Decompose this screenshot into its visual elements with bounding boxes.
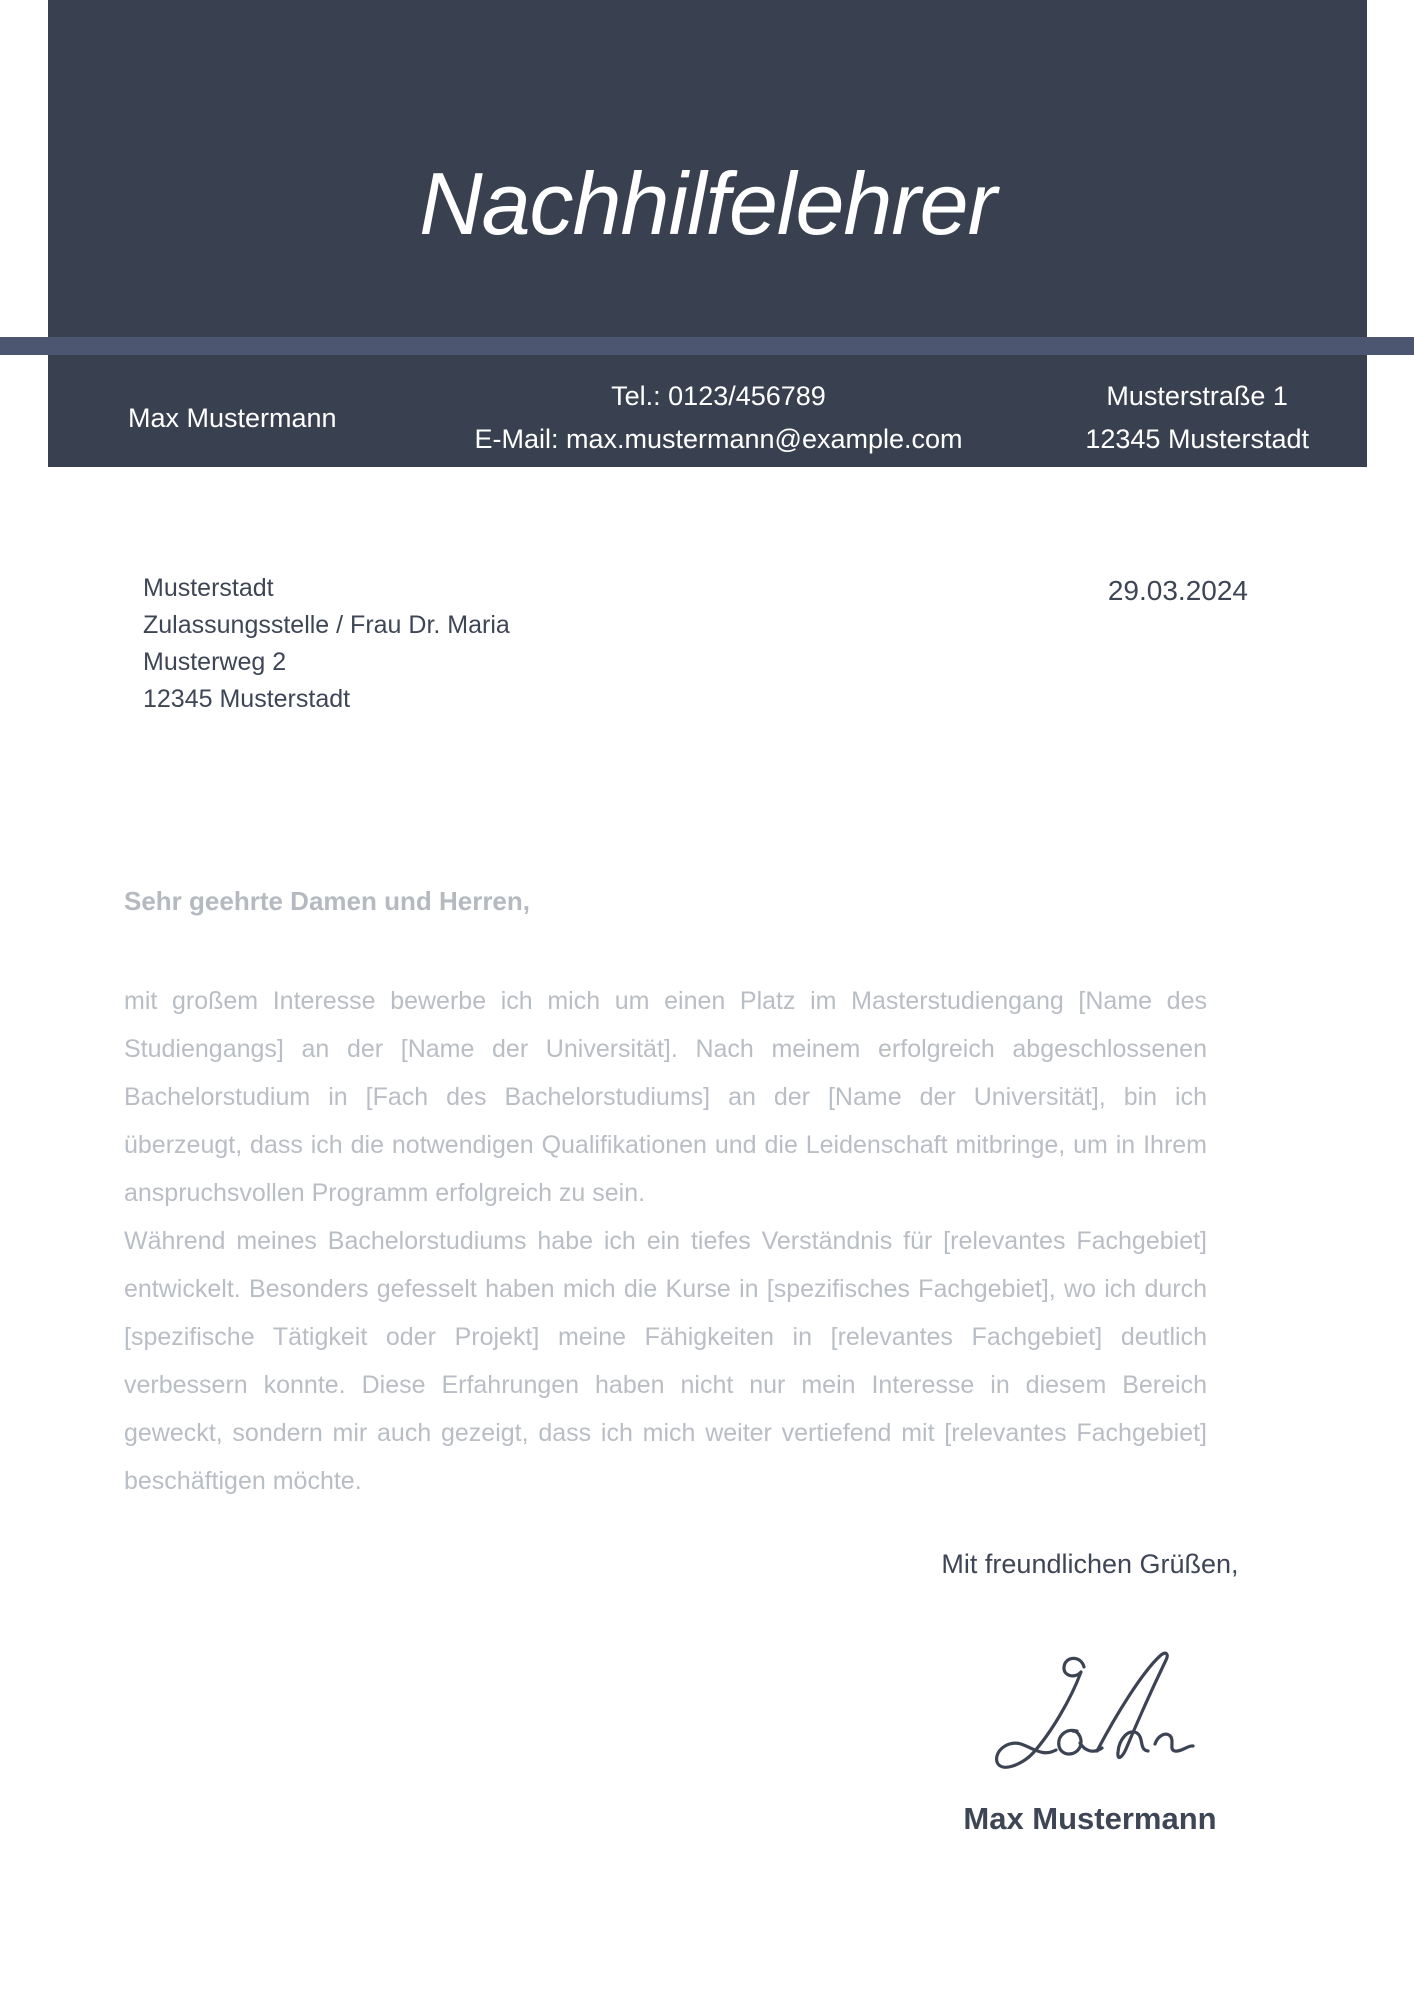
sender-street: Musterstraße 1	[1106, 381, 1288, 411]
contact-middle	[474, 375, 962, 461]
recipient-line: Musterstadt	[143, 574, 274, 602]
recipient-address	[143, 570, 510, 718]
sender-email: E-Mail: max.mustermann@example.com	[474, 424, 963, 454]
signature-handwriting	[985, 1643, 1195, 1778]
header-banner	[48, 0, 1367, 337]
contact-address	[1085, 375, 1309, 461]
recipient-line: Zulassungsstelle / Frau Dr. Maria	[143, 611, 510, 639]
accent-band	[0, 337, 1414, 355]
letter-date: 29.03.2024	[1107, 575, 1248, 606]
closing-phrase: Mit freundlichen Grüßen,	[941, 1549, 1239, 1579]
recipient-line: Musterweg 2	[143, 648, 287, 676]
contact-bar	[48, 355, 1367, 467]
recipient-line: 12345 Musterstadt	[143, 685, 351, 713]
paragraph-1: mit großem Interesse bewerbe ich mich um einen Platz im Masterstudiengang [Name des Studiengangs] an der [Name der Universität]. Nach meinem erfolgreich abgeschlossenen Bachelorstudium in [Fach des Bachelorstudiums] an der [Name der Universität], bin ich überzeugt, dass ich die notwendigen Qualifikationen und die Leidenschaft mitbringe, um in Ihrem anspruchsvollen Programm erfolgreich zu sein.	[124, 987, 1207, 1207]
sender-city: 12345 Musterstadt	[1085, 424, 1309, 454]
page-title: Nachhilfelehrer	[419, 154, 996, 253]
salutation: Sehr geehrte Damen und Herren,	[124, 886, 530, 916]
paragraph-2: Während meines Bachelorstudiums habe ich ein tiefes Verständnis für [relevantes Fachgebiet] entwickelt. Besonders gefesselt haben mich die Kurse in [spezifisches Fachgebiet], wo ich durch [spezifische Tätigkeit oder Projekt] meine Fähigkeiten in [relevantes Fachgebiet] deutlich verbessern konnte. Diese Erfahrungen haben nicht nur mein Interesse in diesem Bereich geweckt, sondern mir auch gezeigt, dass ich mich weiter vertiefend mit [relevantes Fachgebiet] beschäftigen möchte.	[124, 1227, 1207, 1495]
letter-body	[124, 977, 1207, 1505]
closing-block	[890, 1548, 1290, 1878]
printed-name: Max Mustermann	[963, 1801, 1217, 1836]
sender-phone: Tel.: 0123/456789	[611, 381, 826, 411]
sender-name: Max Mustermann	[128, 402, 337, 433]
